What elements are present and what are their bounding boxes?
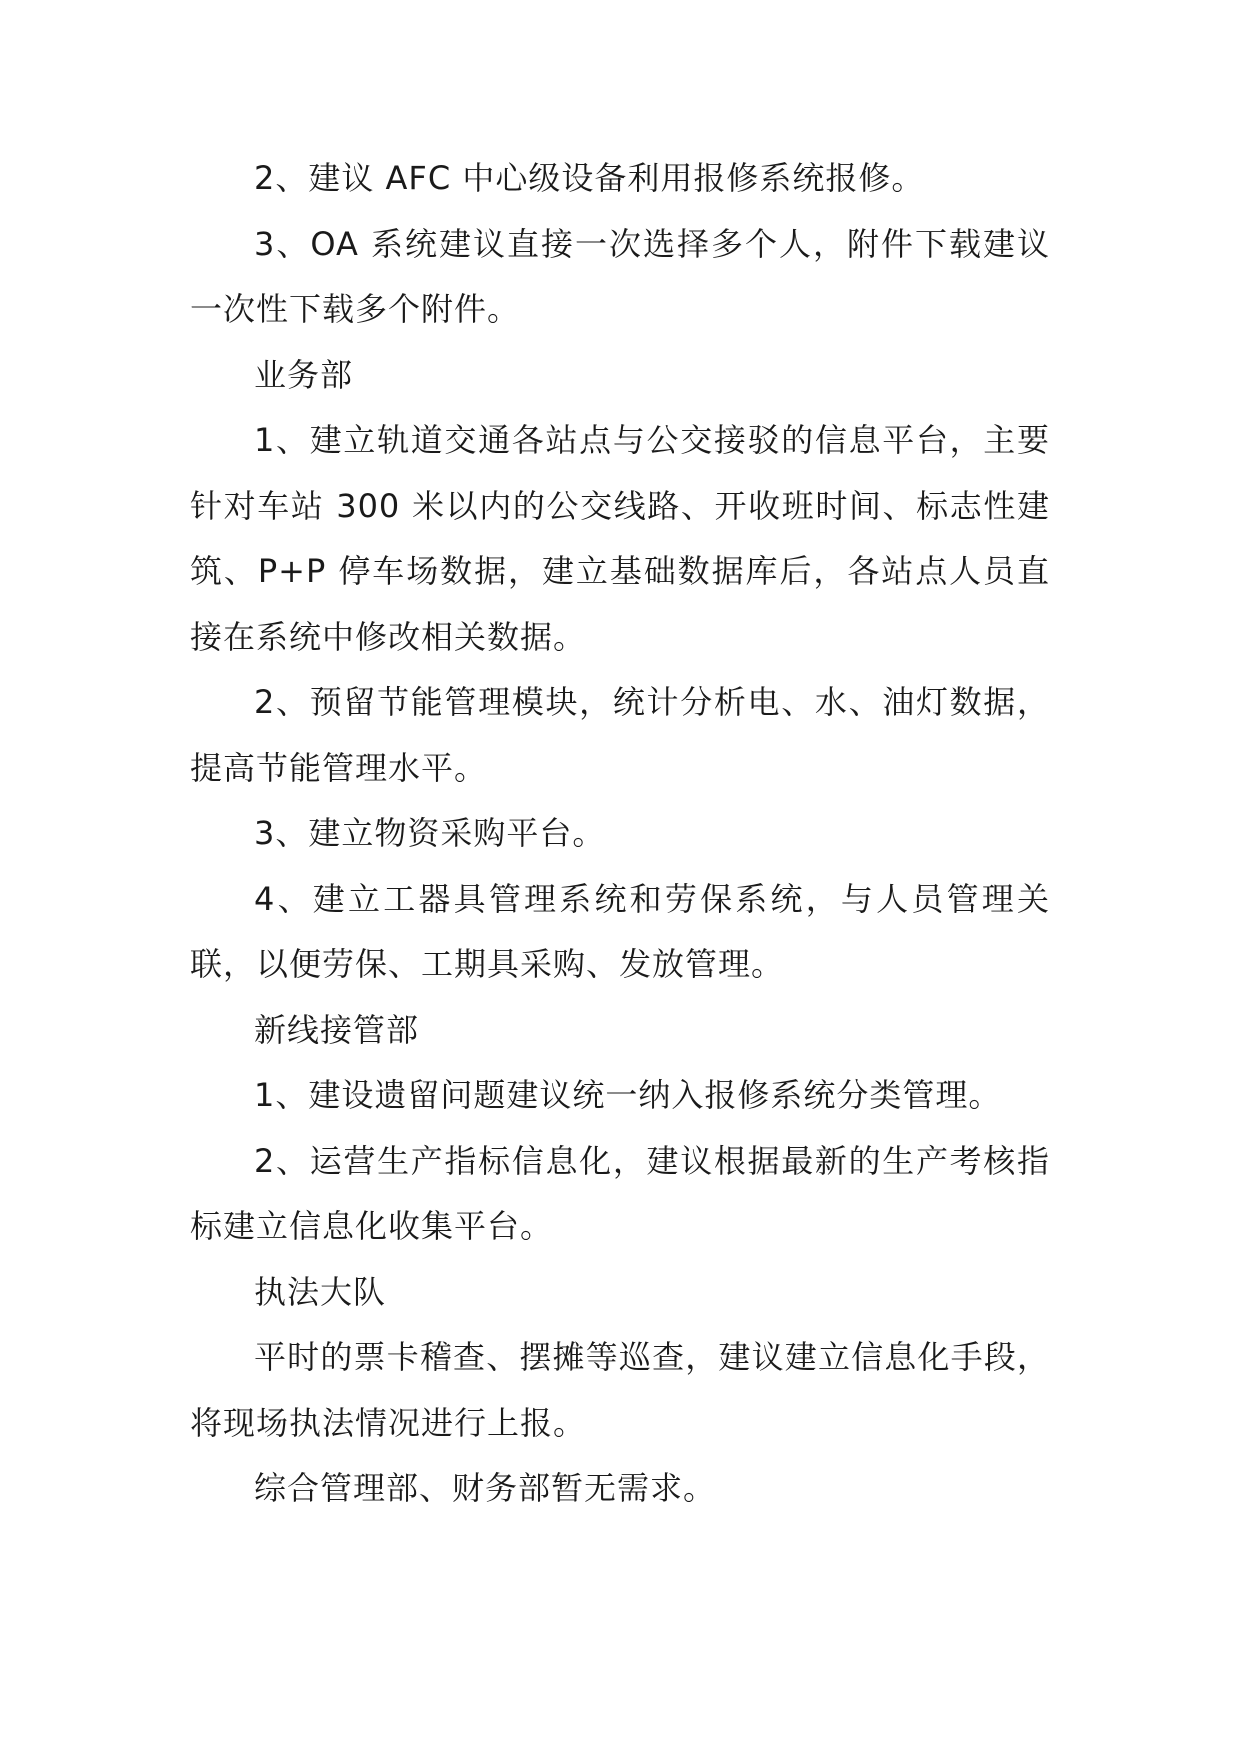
paragraph-tools-system: 4、建立工器具管理系统和劳保系统，与人员管理关联，以便劳保、工期具采购、发放管理。 [190, 879, 1050, 983]
document-body [190, 146, 1050, 1522]
section-heading-enforcement-team: 执法大队 [254, 1272, 387, 1311]
paragraph-legacy-issues: 1、建设遗留问题建议统一纳入报修系统分类管理。 [254, 1076, 1002, 1114]
section-heading-new-line-dept: 新线接管部 [254, 1010, 420, 1049]
paragraph-inspection-reporting: 平时的票卡稽查、摆摊等巡查，建议建立信息化手段，将现场执法情况进行上报。 [190, 1338, 1050, 1442]
paragraph-no-requirements: 综合管理部、财务部暂无需求。 [254, 1469, 717, 1507]
paragraph-production-indicators: 2、运营生产指标信息化，建议根据最新的生产考核指标建立信息化收集平台。 [190, 1141, 1050, 1245]
section-heading-business-dept: 业务部 [254, 355, 354, 394]
paragraph-energy-module: 2、预留节能管理模块，统计分析电、水、油灯数据，提高节能管理水平。 [190, 683, 1050, 787]
paragraph-transit-info-platform: 1、建立轨道交通各站点与公交接驳的信息平台，主要针对车站 300 米以内的公交线路、开收班时间、标志性建筑、P+P 停车场数据，建立基础数据库后，各站点人员直接在系统中修改相关数据。 [190, 421, 1050, 656]
paragraph-oa-system: 3、OA 系统建议直接一次选择多个人，附件下载建议一次性下载多个附件。 [190, 224, 1050, 328]
paragraph-afc-repair: 2、建议 AFC 中心级设备利用报修系统报修。 [254, 159, 925, 197]
paragraph-procurement-platform: 3、建立物资采购平台。 [254, 814, 606, 852]
